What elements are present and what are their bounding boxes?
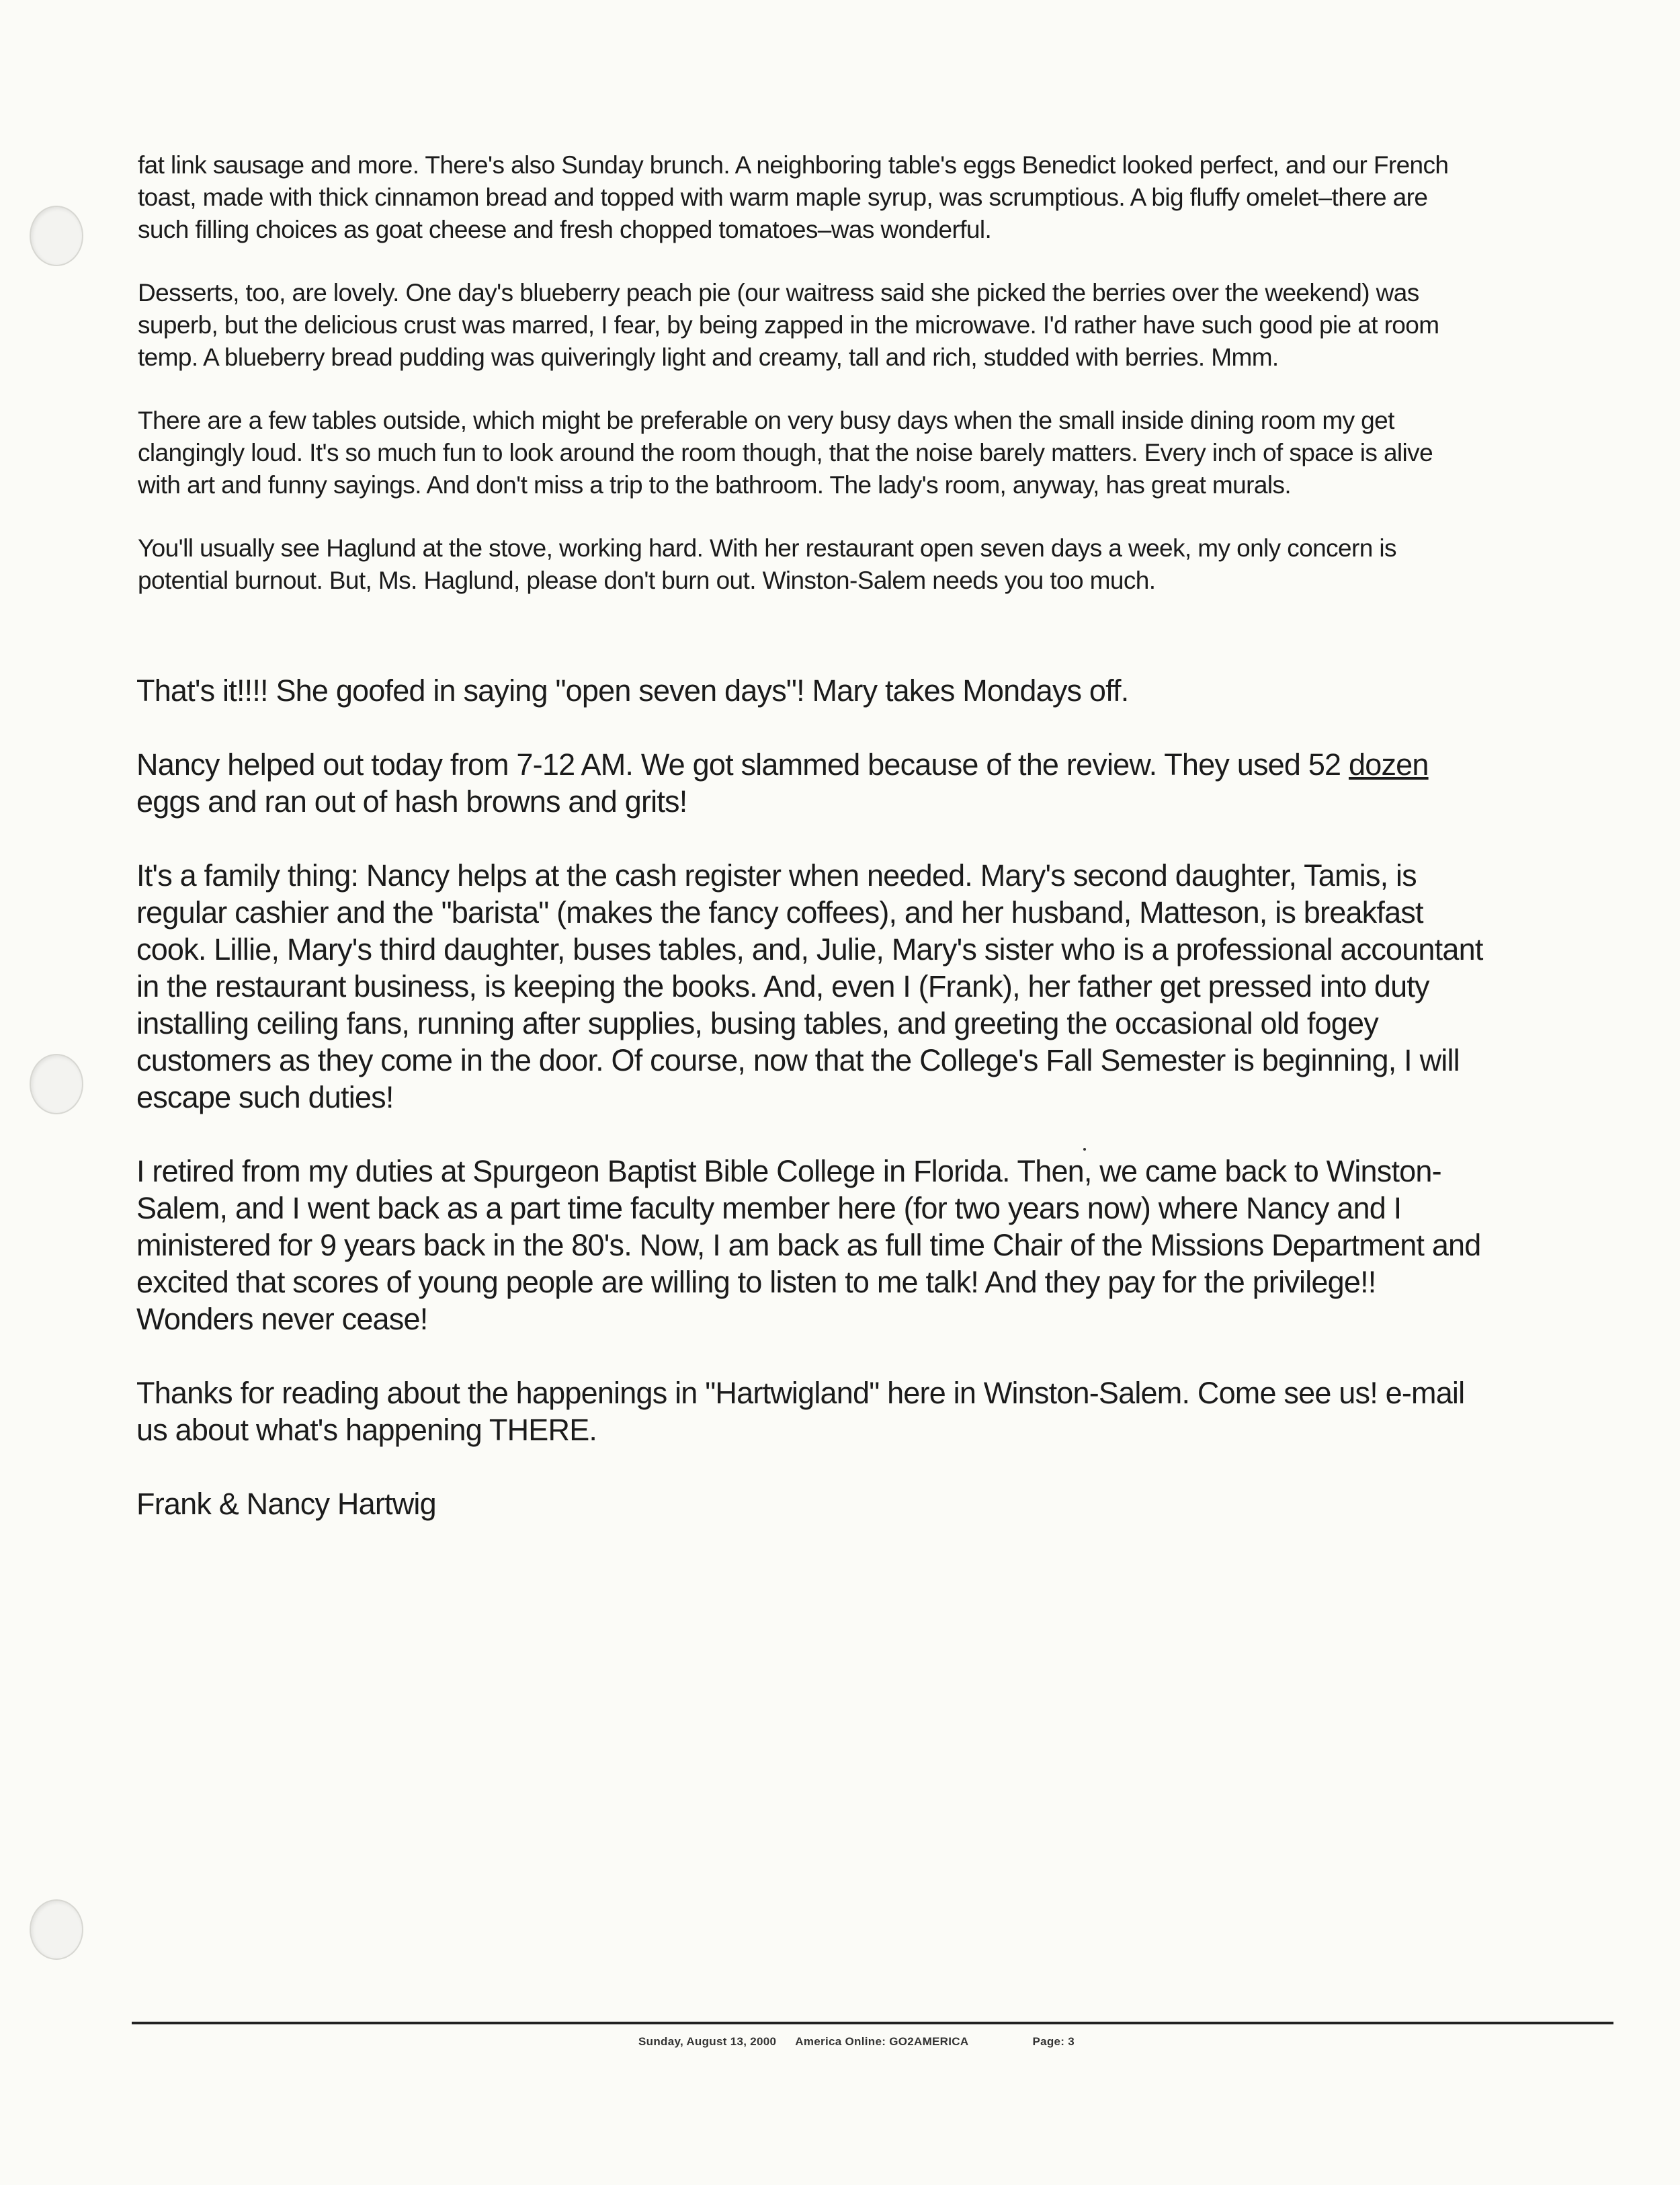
paper-speck [1083,1148,1086,1151]
footer-date: Sunday, August 13, 2000 [638,2035,777,2048]
note-paragraph-thanks: Thanks for reading about the happenings in "Hartwigland" here in Winston-Salem. Come see us! e-mail us about what's happening THERE. [136,1376,1465,1447]
note-text: eggs and ran out of hash browns and grits! [136,784,687,819]
page-footer [638,2035,1075,2049]
personal-note [136,672,1635,1559]
note-paragraph-college: I retired from my duties at Spurgeon Baptist Bible College in Florida. Then, we came back to Winston- Salem, and I went back as a part time faculty member here (for two years now) where Nancy and I ministered for 9 years back in the 80's. Now, I am back as full time Chair of the Missions Department and excited that scores of young people are willing to listen to me talk! And they pay for the privilege!! Wonders never cease! [136,1154,1481,1336]
review-paragraph: There are a few tables outside, which might be preferable on very busy days when the small inside dining room my get clangingly loud. It's so much fun to look around the room though, that the noise barely matters. Every inch of space is alive with art and funny sayings. And don't miss a trip to the bathroom. The lady's room, anyway, has great murals. [138,407,1433,499]
binder-hole [30,1899,83,1960]
footer-page-number: Page: 3 [1032,2035,1075,2048]
footer-divider [132,2022,1613,2024]
review-paragraph: Desserts, too, are lovely. One day's blueberry peach pie (our waitress said she picked the berries over the weekend) was superb, but the delicious crust was marred, I fear, by being zapped in the microwave. I'd rather have such good pie at room temp. A blueberry bread pudding was quiveringly light and creamy, tall and rich, studded with berries. Mmm. [138,279,1439,371]
footer-service: America Online: GO2AMERICA [795,2035,969,2048]
note-paragraph-correction: That's it!!!! She goofed in saying "open seven days"! Mary takes Mondays off. [136,673,1129,708]
review-paragraph: fat link sausage and more. There's also Sunday brunch. A neighboring table's eggs Benedict looked perfect, and our French toast, made with thick cinnamon bread and topped with warm maple syrup, was scrumptious. A big fluffy omelet–there are such filling choices as goat cheese and fresh chopped tomatoes–was wonderful. [138,151,1449,243]
review-paragraph: You'll usually see Haglund at the stove, working hard. With her restaurant open seven days a week, my only concern is potential burnout. But, Ms. Haglund, please don't burn out. Winston-Salem needs you too much. [138,534,1396,594]
review-excerpt [138,149,1630,628]
binder-hole [30,206,83,266]
binder-hole [30,1054,83,1114]
note-text: Nancy helped out today from 7-12 AM. We got slammed because of the review. They used 52 [136,747,1349,782]
note-paragraph-busy-day [136,746,1635,820]
underlined-word: dozen [1348,747,1429,782]
signature: Frank & Nancy Hartwig [136,1487,436,1521]
note-paragraph-family: It's a family thing: Nancy helps at the cash register when needed. Mary's second daughter, Tamis, is regular cashier and the "barista" (makes the fancy coffees), and her husband, Matteson, is breakfast cook. Lillie, Mary's third daughter, buses tables, and, Julie, Mary's sister who is a professional accountant in the restaurant business, is keeping the books. And, even I (Frank), her father get pressed into duty installing ceiling fans, running after supplies, busing tables, and greeting the occasional old fogey customers as they come in the door. Of course, now that the College's Fall Semester is beginning, I will escape such duties! [136,858,1483,1114]
